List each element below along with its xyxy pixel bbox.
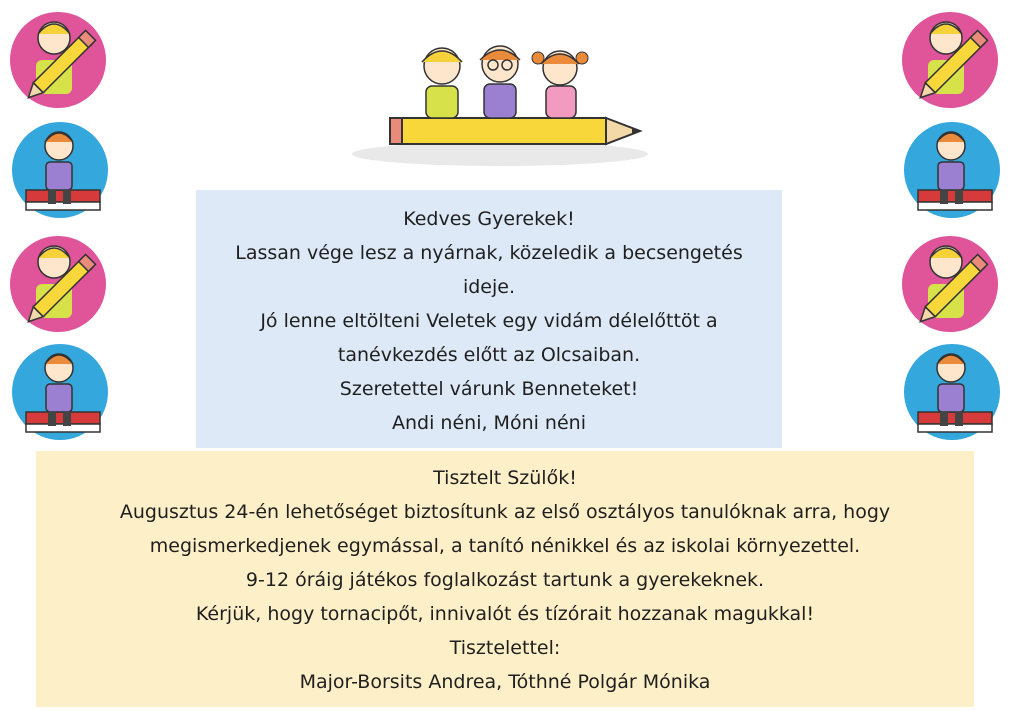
kids-greeting: Kedves Gyerekek! [403,208,575,230]
parents-message-line: Kérjük, hogy tornacipőt, innivalót és tízórait hozzanak magukkal! [195,603,815,625]
kids-message-line: tanévkezdés előtt az Olcsaiban. [337,344,641,366]
kids-message-line: Szeretettel várunk Benneteket! [339,378,639,400]
boy-on-books-icon [8,118,112,222]
parents-greeting: Tisztelt Szülők! [433,467,577,489]
boy-on-books-icon [8,340,112,444]
parents-message-signature: Major-Borsits Andrea, Tóthné Polgár Mónika [299,671,711,693]
boy-on-books-icon [900,118,1004,222]
kids-on-pencil-illustration [350,38,650,168]
parents-message-line: 9-12 óráig játékos foglalkozást tartunk a gyerekeknek. [245,569,765,591]
boy-on-books-icon [900,340,1004,444]
kids-message-signature: Andi néni, Móni néni [392,412,586,434]
kids-message-box [196,190,782,448]
parents-closing: Tisztelettel: [449,637,561,659]
girl-with-pencil-icon [900,232,1004,336]
parents-message-line: Augusztus 24-én lehetőséget biztosítunk az első osztályos tanulóknak arra, hogy [119,501,891,523]
kids-message-line: Lassan vége lesz a nyárnak, közeledik a becsengetés [235,242,743,264]
parents-message-box [36,451,974,707]
girl-with-pencil-icon [8,232,112,336]
kids-message-line: Jó lenne eltölteni Veletek egy vidám délelőttöt a [260,310,718,332]
parents-message-line: megismerkedjenek egymással, a tanító nénikkel és az iskolai környezettel. [149,535,861,557]
girl-with-pencil-icon [900,8,1004,112]
kids-message-line: ideje. [462,276,516,298]
girl-with-pencil-icon [8,8,112,112]
